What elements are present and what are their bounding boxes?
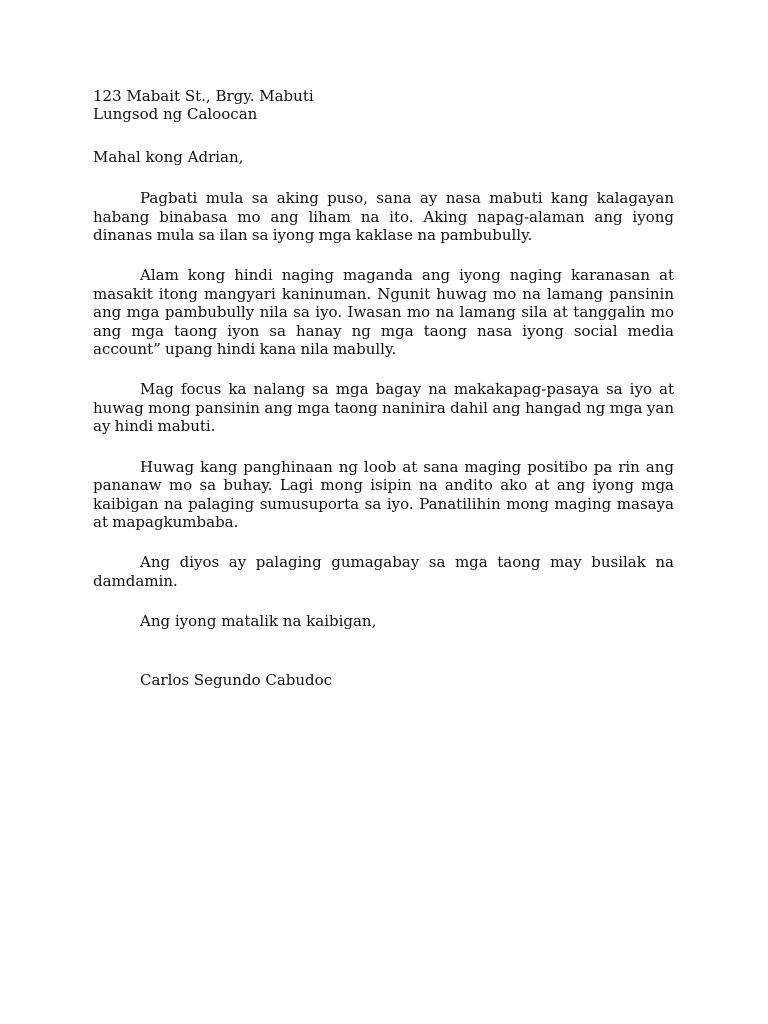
sender-address (93, 87, 674, 124)
salutation: Mahal kong Adrian, (93, 147, 244, 166)
address-street: 123 Mabait St., Brgy. Mabuti (93, 87, 314, 105)
body-paragraph-4: Huwag kang panghinaan ng loob at sana maging positibo pa rin ang pananaw mo sa buhay. Lagi mong isipin na andito ako at ang iyong mga kaibigan na palaging sumusuporta sa iyo. Panatilihin mong maging masaya at mapagkumbaba. (93, 457, 674, 531)
body-paragraph-2: Alam kong hindi naging maganda ang iyong naging karanasan at masakit itong mangyari kaninuman. Ngunit huwag mo na lamang pansinin ang mga pambubully nila sa iyo. Iwasan mo na lamang sila at tanggalin mo ang mga taong iyon sa hanay ng mga taong nasa iyong social media account” upang hindi kana nila mabully. (93, 266, 674, 359)
address-city: Lungsod ng Caloocan (93, 105, 258, 124)
closing-line: Ang iyong matalik na kaibigan, (140, 612, 377, 631)
body-paragraph-5: Ang diyos ay palaging gumagabay sa mga taong may busilak na damdamin. (93, 553, 674, 590)
signature-name: Carlos Segundo Cabudoc (140, 670, 333, 689)
body-paragraph-3: Mag focus ka nalang sa mga bagay na makakapag-pasaya sa iyo at huwag mong pansinin ang mga taong naninira dahil ang hangad ng mga yan ay hindi mabuti. (93, 380, 674, 436)
letter (93, 87, 674, 689)
body-paragraph-1: Pagbati mula sa aking puso, sana ay nasa mabuti kang kalagayan habang binabasa mo ang liham na ito. Aking napag-alaman ang iyong dinanas mula sa ilan sa iyong mga kaklase na pambubully. (93, 189, 674, 245)
